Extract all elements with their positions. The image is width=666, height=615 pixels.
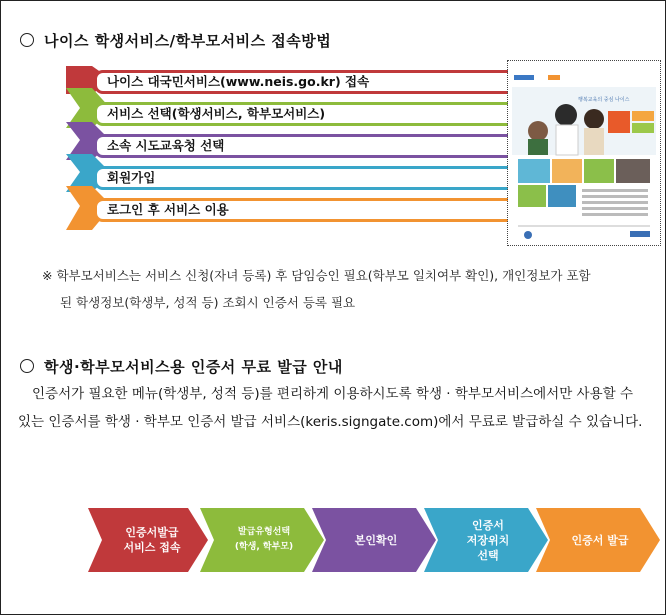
note-line-2: 된 학생정보(학생부, 성적 등) 조회시 인증서 등록 필요 bbox=[60, 295, 356, 310]
certificate-paragraph: 인증서가 필요한 메뉴(학생부, 성적 등)를 편리하게 이용하시도록 학생 · 학부모서비스에서만 사용할 수 있는 인증서를 학생 · 학부모 인증서 발급 서비스(keris.signgate.com)에서 무료로 발급하실 수 있습니다. bbox=[18, 386, 643, 430]
circle-bullet-icon bbox=[20, 33, 34, 47]
thumbnail-banner: 행복교육의 중심 나이스 bbox=[578, 97, 630, 103]
step-2: 서비스 선택(학생서비스, 학부모서비스) bbox=[94, 102, 564, 126]
note-line-1: ※ 학부모서비스는 서비스 신청(자녀 등록) 후 담임승인 필요(학부모 일치여부 확인), 개인정보가 포함 bbox=[42, 268, 591, 283]
section1-title: 나이스 학생서비스/학부모서비스 접속방법 bbox=[20, 30, 331, 51]
step-3: 소속 시도교육청 선택 bbox=[94, 134, 564, 158]
flow-5-label: 인증서 발급 bbox=[571, 534, 629, 547]
step-5: 로그인 후 서비스 이용 bbox=[94, 198, 564, 222]
neis-site-thumbnail bbox=[507, 60, 661, 246]
steps-list bbox=[66, 66, 506, 230]
flow-2-label: 발급유형선택 (학생, 학부모) bbox=[234, 527, 294, 552]
section2-title: 학생·학부모서비스용 인증서 무료 발급 안내 bbox=[20, 356, 343, 377]
flow-4-label: 인증서 저장위치 선택 bbox=[466, 519, 510, 562]
flow-3-label: 본인확인 bbox=[354, 534, 398, 547]
step-4: 회원가입 bbox=[94, 166, 564, 190]
flow-1-label: 인증서발급 서비스 접속 bbox=[123, 526, 181, 554]
circle-bullet-icon bbox=[20, 359, 34, 373]
step-1: 나이스 대국민서비스(www.neis.go.kr) 접속 bbox=[94, 70, 564, 94]
certificate-note bbox=[42, 262, 642, 316]
